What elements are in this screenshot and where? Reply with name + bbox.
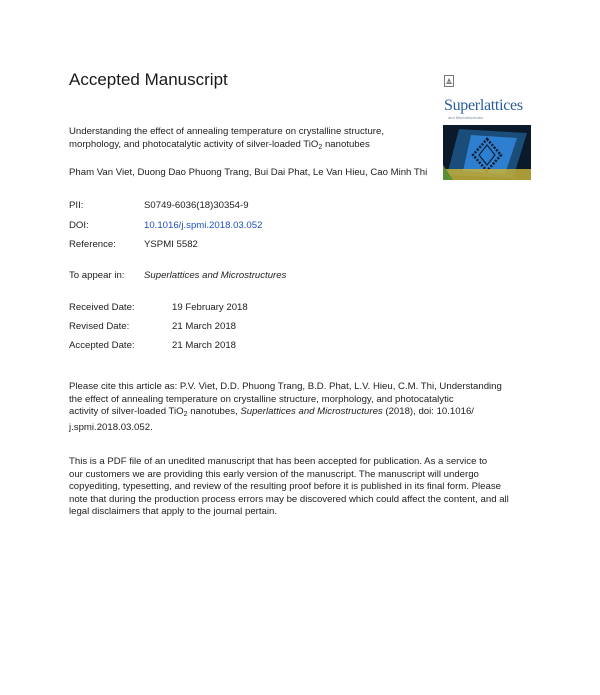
received-date-label: Received Date: bbox=[69, 302, 135, 313]
page-title: Accepted Manuscript bbox=[69, 70, 228, 89]
disclaimer-line: This is a PDF file of an unedited manuscript that has been accepted for publication. As a service to bbox=[69, 456, 488, 467]
author-list: Pham Van Viet, Duong Dao Phuong Trang, Bui Dai Phat, Le Van Hieu, Cao Minh Thi bbox=[69, 167, 428, 178]
appear-in-label: To appear in: bbox=[69, 270, 125, 281]
doi-link[interactable]: 10.1016/j.spmi.2018.03.052 bbox=[144, 220, 263, 231]
doi-label: DOI: bbox=[69, 220, 89, 231]
citation-paragraph bbox=[69, 381, 531, 434]
reference-value: YSPMI 5582 bbox=[144, 239, 198, 250]
revised-date-value: 21 March 2018 bbox=[172, 321, 236, 332]
journal-subtitle: and Microstructures bbox=[448, 115, 484, 120]
received-date-value: 19 February 2018 bbox=[172, 302, 248, 313]
disclaimer-line: our customers we are providing this early version of the manuscript. The manuscript will undergo bbox=[69, 468, 479, 480]
citation-line: j.spmi.2018.03.052. bbox=[69, 421, 153, 433]
pii-value: S0749-6036(18)30354-9 bbox=[144, 200, 249, 211]
revised-date-label: Revised Date: bbox=[69, 321, 130, 332]
disclaimer-paragraph bbox=[69, 456, 531, 519]
journal-cover-image bbox=[443, 125, 531, 180]
appear-in-journal: Superlattices and Microstructures bbox=[144, 270, 287, 281]
accepted-date-value: 21 March 2018 bbox=[172, 340, 236, 351]
journal-name: Superlattices bbox=[444, 97, 523, 114]
pii-label: PII: bbox=[69, 200, 84, 211]
citation-line: Please cite this article as: P.V. Viet, D.D. Phuong Trang, B.D. Phat, L.V. Hieu, C.M. Thi, Understanding bbox=[69, 381, 502, 392]
article-title: Understanding the effect of annealing temperature on crystalline structure, morphology, and photocatalytic activity of silver-loaded TiO$_2$ nanotubes bbox=[69, 126, 385, 151]
accepted-date-label: Accepted Date: bbox=[69, 340, 135, 351]
citation-line: the effect of annealing temperature on crystalline structure, morphology, and photocatalytic bbox=[69, 393, 454, 405]
citation-line: activity of silver-loaded TiO$_2$ nanotubes, Superlattices and Microstructures (2018), doi: 10.1016/ bbox=[69, 406, 474, 419]
disclaimer-line: copyediting, typesetting, and review of the resulting proof before it is published in its final form. Please bbox=[69, 481, 501, 493]
disclaimer-line: legal disclaimers that apply to the journal pertain. bbox=[69, 506, 277, 518]
publisher-logo-icon bbox=[444, 75, 454, 87]
reference-label: Reference: bbox=[69, 239, 116, 250]
disclaimer-line: note that during the production process errors may be discovered which could affect the content, and all bbox=[69, 493, 509, 505]
